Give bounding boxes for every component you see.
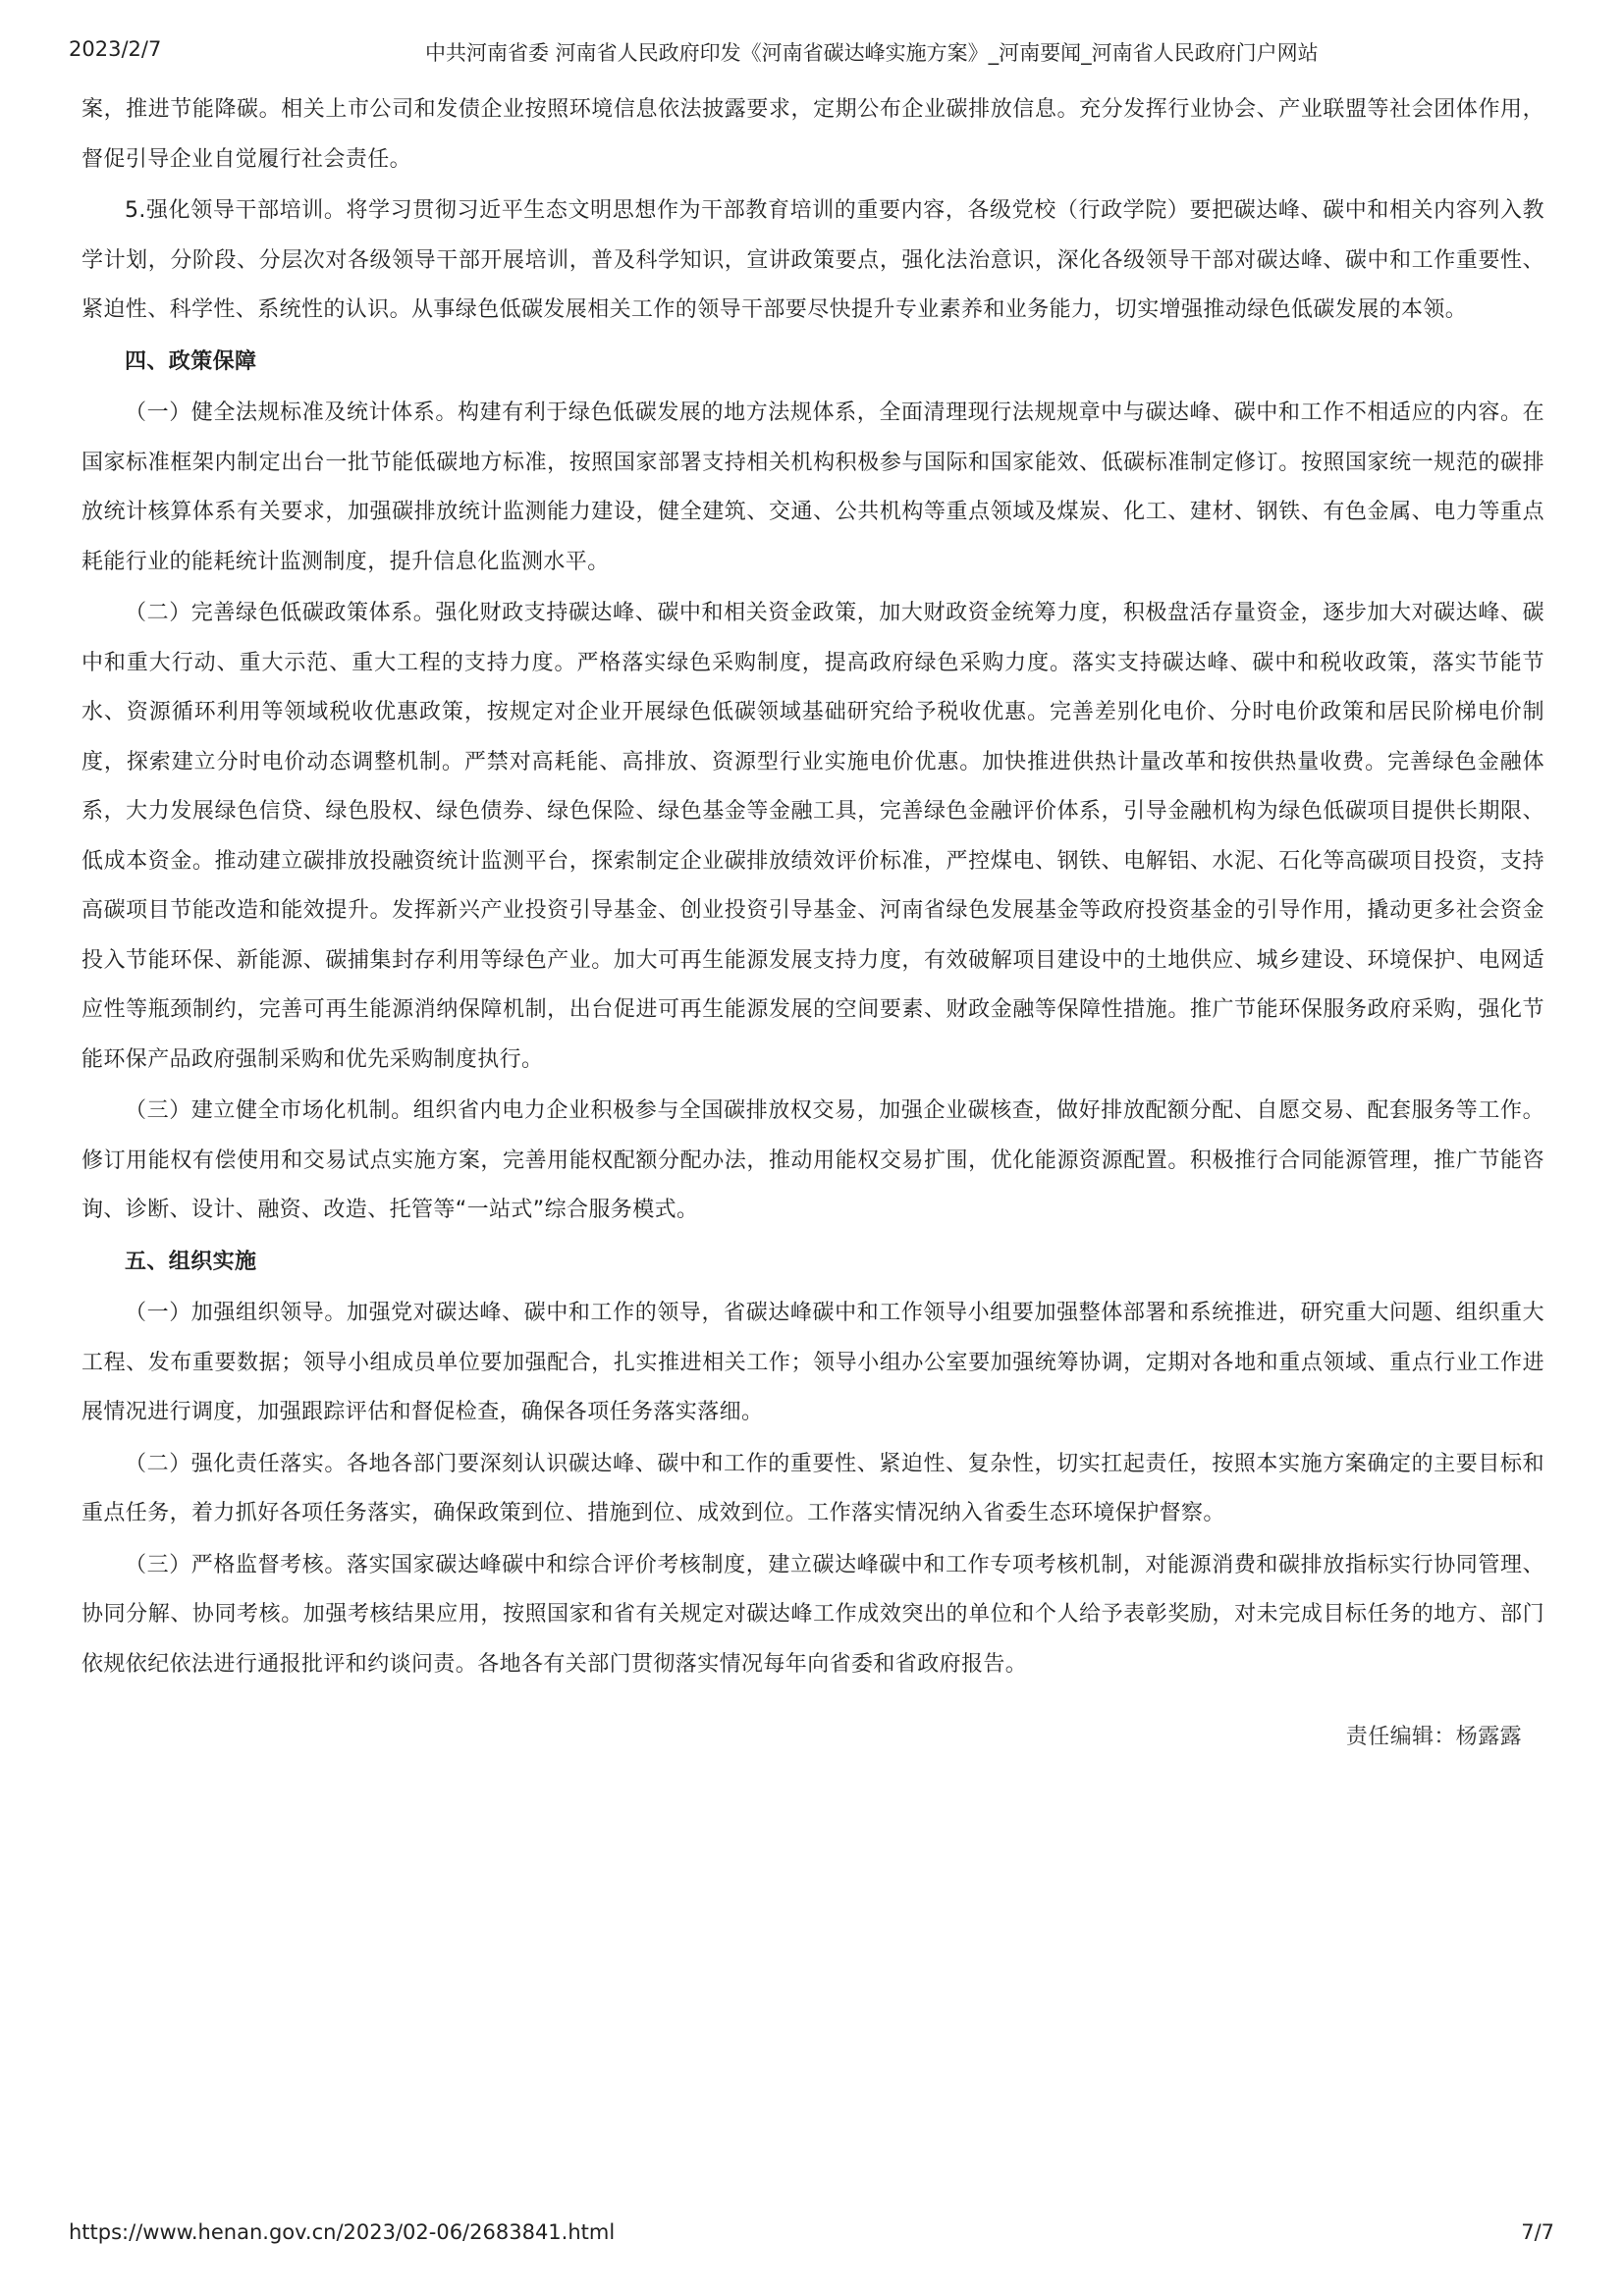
- print-date: 2023/2/7: [69, 37, 162, 61]
- print-header: [69, 37, 1554, 67]
- page-url[interactable]: https://www.henan.gov.cn/2023/02-06/2683841.html: [69, 2220, 616, 2244]
- paragraph-green-policy: （二）完善绿色低碳政策体系。强化财政支持碳达峰、碳中和相关资金政策，加大财政资金统筹力度，积极盘活存量资金，逐步加大对碳达峰、碳中和重大行动、重大示范、重大工程的支持力度。严格落实绿色采购制度，提高政府绿色采购力度。落实支持碳达峰、碳中和税收政策，落实节能节水、资源循环利用等领域税收优惠政策，按规定对企业开展绿色低碳领域基础研究给予税收优惠。完善差别化电价、分时电价政策和居民阶梯电价制度，探索建立分时电价动态调整机制。严禁对高耗能、高排放、资源型行业实施电价优惠。加快推进供热计量改革和按供热量收费。完善绿色金融体系，大力发展绿色信贷、绿色股权、绿色债券、绿色保险、绿色基金等金融工具，完善绿色金融评价体系，引导金融机构为绿色低碳项目提供长期限、低成本资金。推动建立碳排放投融资统计监测平台，探索制定企业碳排放绩效评价标准，严控煤电、钢铁、电解铝、水泥、石化等高碳项目投资，支持高碳项目节能改造和能效提升。发挥新兴产业投资引导基金、创业投资引导基金、河南省绿色发展基金等政府投资基金的引导作用，撬动更多社会资金投入节能环保、新能源、碳捕集封存利用等绿色产业。加大可再生能源发展支持力度，有效破解项目建设中的土地供应、城乡建设、环境保护、电网适应性等瓶颈制约，完善可再生能源消纳保障机制，出台促进可再生能源发展的空间要素、财政金融等保障性措施。推广节能环保服务政府采购，强化节能环保产品政府强制采购和优先采购制度执行。: [81, 601, 1544, 1072]
- section-heading-policy: 四、政策保障: [125, 348, 257, 374]
- paragraph-continued: 案，推进节能降碳。相关上市公司和发债企业按照环境信息依法披露要求，定期公布企业碳排放信息。充分发挥行业协会、产业联盟等社会团体作用，督促引导企业自觉履行社会责任。: [81, 97, 1544, 172]
- paragraph-market-mechanism: （三）建立健全市场化机制。组织省内电力企业积极参与全国碳排放权交易，加强企业碳核查，做好排放配额分配、自愿交易、配套服务等工作。修订用能权有偿使用和交易试点实施方案，完善用能权配额分配办法，推动用能权交易扩围，优化能源资源配置。积极推行合同能源管理，推广节能咨询、诊断、设计、融资、改造、托管等“一站式”综合服务模式。: [81, 1098, 1544, 1222]
- paragraph-leader-training: 5.强化领导干部培训。将学习贯彻习近平生态文明思想作为干部教育培训的重要内容，各级党校（行政学院）要把碳达峰、碳中和相关内容列入教学计划，分阶段、分层次对各级领导干部开展培训，普及科学知识，宣讲政策要点，强化法治意识，深化各级领导干部对碳达峰、碳中和工作重要性、紧迫性、科学性、系统性的认识。从事绿色低碳发展相关工作的领导干部要尽快提升专业素养和业务能力，切实增强推动绿色低碳发展的本领。: [81, 198, 1544, 322]
- paragraph-responsibility: （二）强化责任落实。各地各部门要深刻认识碳达峰、碳中和工作的重要性、紧迫性、复杂性，切实扛起责任，按照本实施方案确定的主要目标和重点任务，着力抓好各项任务落实，确保政策到位、措施到位、成效到位。工作落实情况纳入省委生态环境保护督察。: [81, 1451, 1544, 1525]
- article-body: [81, 85, 1544, 1691]
- section-heading-implementation: 五、组织实施: [125, 1249, 257, 1274]
- print-footer: [69, 2220, 1554, 2250]
- paragraph-leadership: （一）加强组织领导。加强党对碳达峰、碳中和工作的领导，省碳达峰碳中和工作领导小组要加强整体部署和系统推进，研究重大问题、组织重大工程、发布重要数据；领导小组成员单位要加强配合，扎实推进相关工作；领导小组办公室要加强统筹协调，定期对各地和重点领域、重点行业工作进展情况进行调度，加强跟踪评估和督促检查，确保各项任务落实落细。: [81, 1301, 1544, 1424]
- page-title: 中共河南省委 河南省人民政府印发《河南省碳达峰实施方案》_河南要闻_河南省人民政府门户网站: [425, 41, 1319, 65]
- paragraph-supervision: （三）严格监督考核。落实国家碳达峰碳中和综合评价考核制度，建立碳达峰碳中和工作专项考核机制，对能源消费和碳排放指标实行协同管理、协同分解、协同考核。加强考核结果应用，按照国家和省有关规定对碳达峰工作成效突出的单位和个人给予表彰奖励，对未完成目标任务的地方、部门依规依纪依法进行通报批评和约谈问责。各地各有关部门贯彻落实情况每年向省委和省政府报告。: [81, 1552, 1544, 1677]
- page-number: 7/7: [1521, 2220, 1554, 2244]
- responsible-editor: 责任编辑：杨露露: [1345, 1725, 1522, 1749]
- paragraph-regulations: （一）健全法规标准及统计体系。构建有利于绿色低碳发展的地方法规体系，全面清理现行法规规章中与碳达峰、碳中和工作不相适应的内容。在国家标准框架内制定出台一批节能低碳地方标准，按照国家部署支持相关机构积极参与国际和国家能效、低碳标准制定修订。按照国家统一规范的碳排放统计核算体系有关要求，加强碳排放统计监测能力建设，健全建筑、交通、公共机构等重点领域及煤炭、化工、建材、钢铁、有色金属、电力等重点耗能行业的能耗统计监测制度，提升信息化监测水平。: [81, 400, 1544, 574]
